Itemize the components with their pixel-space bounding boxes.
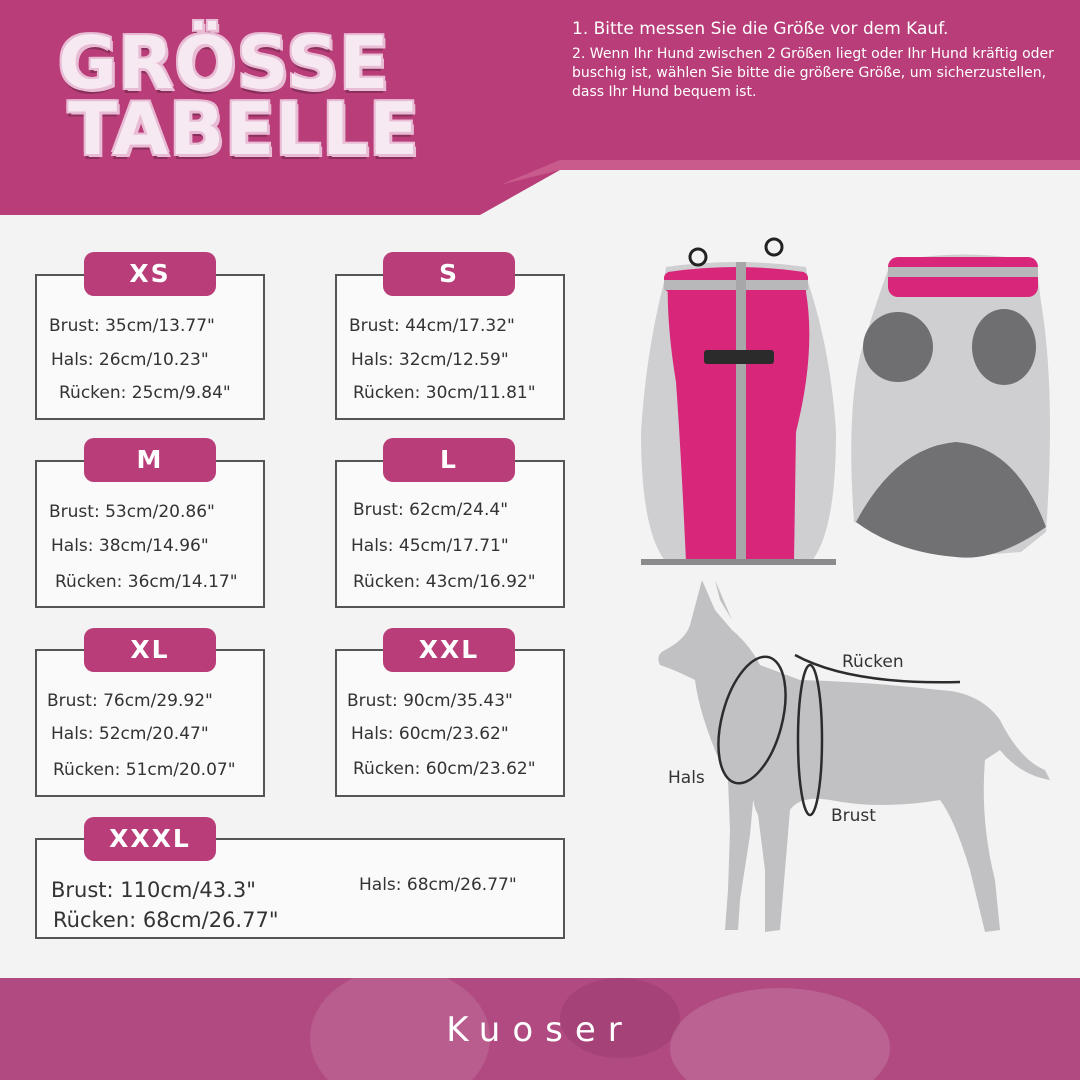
xxl-hals: Hals: 60cm/23.62" xyxy=(351,724,509,744)
s-hals: Hals: 32cm/12.59" xyxy=(351,350,509,370)
measurement-notes xyxy=(572,17,1072,102)
xs-ruecken: Rücken: 25cm/9.84" xyxy=(59,383,231,403)
dog-label-hals: Hals xyxy=(668,768,705,788)
size-tag-s: S xyxy=(383,252,515,296)
xs-brust: Brust: 35cm/13.77" xyxy=(49,316,215,336)
xs-hals: Hals: 26cm/10.23" xyxy=(51,350,209,370)
dog-vest-images xyxy=(636,232,1056,572)
m-ruecken: Rücken: 36cm/14.17" xyxy=(55,572,238,592)
m-brust: Brust: 53cm/20.86" xyxy=(49,502,215,522)
dog-label-brust: Brust xyxy=(831,806,876,826)
xxxl-ruecken: Rücken: 68cm/26.77" xyxy=(53,908,279,932)
l-brust: Brust: 62cm/24.4" xyxy=(353,500,509,520)
size-tag-l: L xyxy=(383,438,515,482)
xxl-ruecken: Rücken: 60cm/23.62" xyxy=(353,759,536,779)
title-line-1: GRÖSSE xyxy=(58,21,390,105)
title-line-2: TABELLE xyxy=(68,87,420,171)
xxl-brust: Brust: 90cm/35.43" xyxy=(347,691,513,711)
l-ruecken: Rücken: 43cm/16.92" xyxy=(353,572,536,592)
size-chart-title xyxy=(58,21,420,171)
size-tag-xl: XL xyxy=(84,628,216,672)
s-ruecken: Rücken: 30cm/11.81" xyxy=(353,383,536,403)
note-2: 2. Wenn Ihr Hund zwischen 2 Größen liegt oder Ihr Hund kräftig oder buschig ist, wählen Sie bitte die größere Größe, um sicherzustellen, dass Ihr Hund bequem ist. xyxy=(572,46,1054,100)
xl-brust: Brust: 76cm/29.92" xyxy=(47,691,213,711)
dog-label-ruecken: Rücken xyxy=(842,652,904,672)
size-box-m xyxy=(35,460,265,608)
size-tag-xxl: XXL xyxy=(383,628,515,672)
xl-hals: Hals: 52cm/20.47" xyxy=(51,724,209,744)
vest-back-image xyxy=(851,255,1050,558)
vest-front-image xyxy=(641,239,836,562)
xxxl-hals: Hals: 68cm/26.77" xyxy=(359,875,517,895)
l-hals: Hals: 45cm/17.71" xyxy=(351,536,509,556)
size-box-l xyxy=(335,460,565,608)
size-tag-xxxl: XXXL xyxy=(84,817,216,861)
s-brust: Brust: 44cm/17.32" xyxy=(349,316,515,336)
dog-silhouette-icon xyxy=(640,570,1070,950)
note-1: 1. Bitte messen Sie die Größe vor dem Kauf. xyxy=(572,19,949,39)
brand-name: Kuoser xyxy=(446,1010,634,1050)
xxxl-brust: Brust: 110cm/43.3" xyxy=(51,878,256,902)
size-tag-m: M xyxy=(84,438,216,482)
xl-ruecken: Rücken: 51cm/20.07" xyxy=(53,760,236,780)
size-tag-xs: XS xyxy=(84,252,216,296)
m-hals: Hals: 38cm/14.96" xyxy=(51,536,209,556)
